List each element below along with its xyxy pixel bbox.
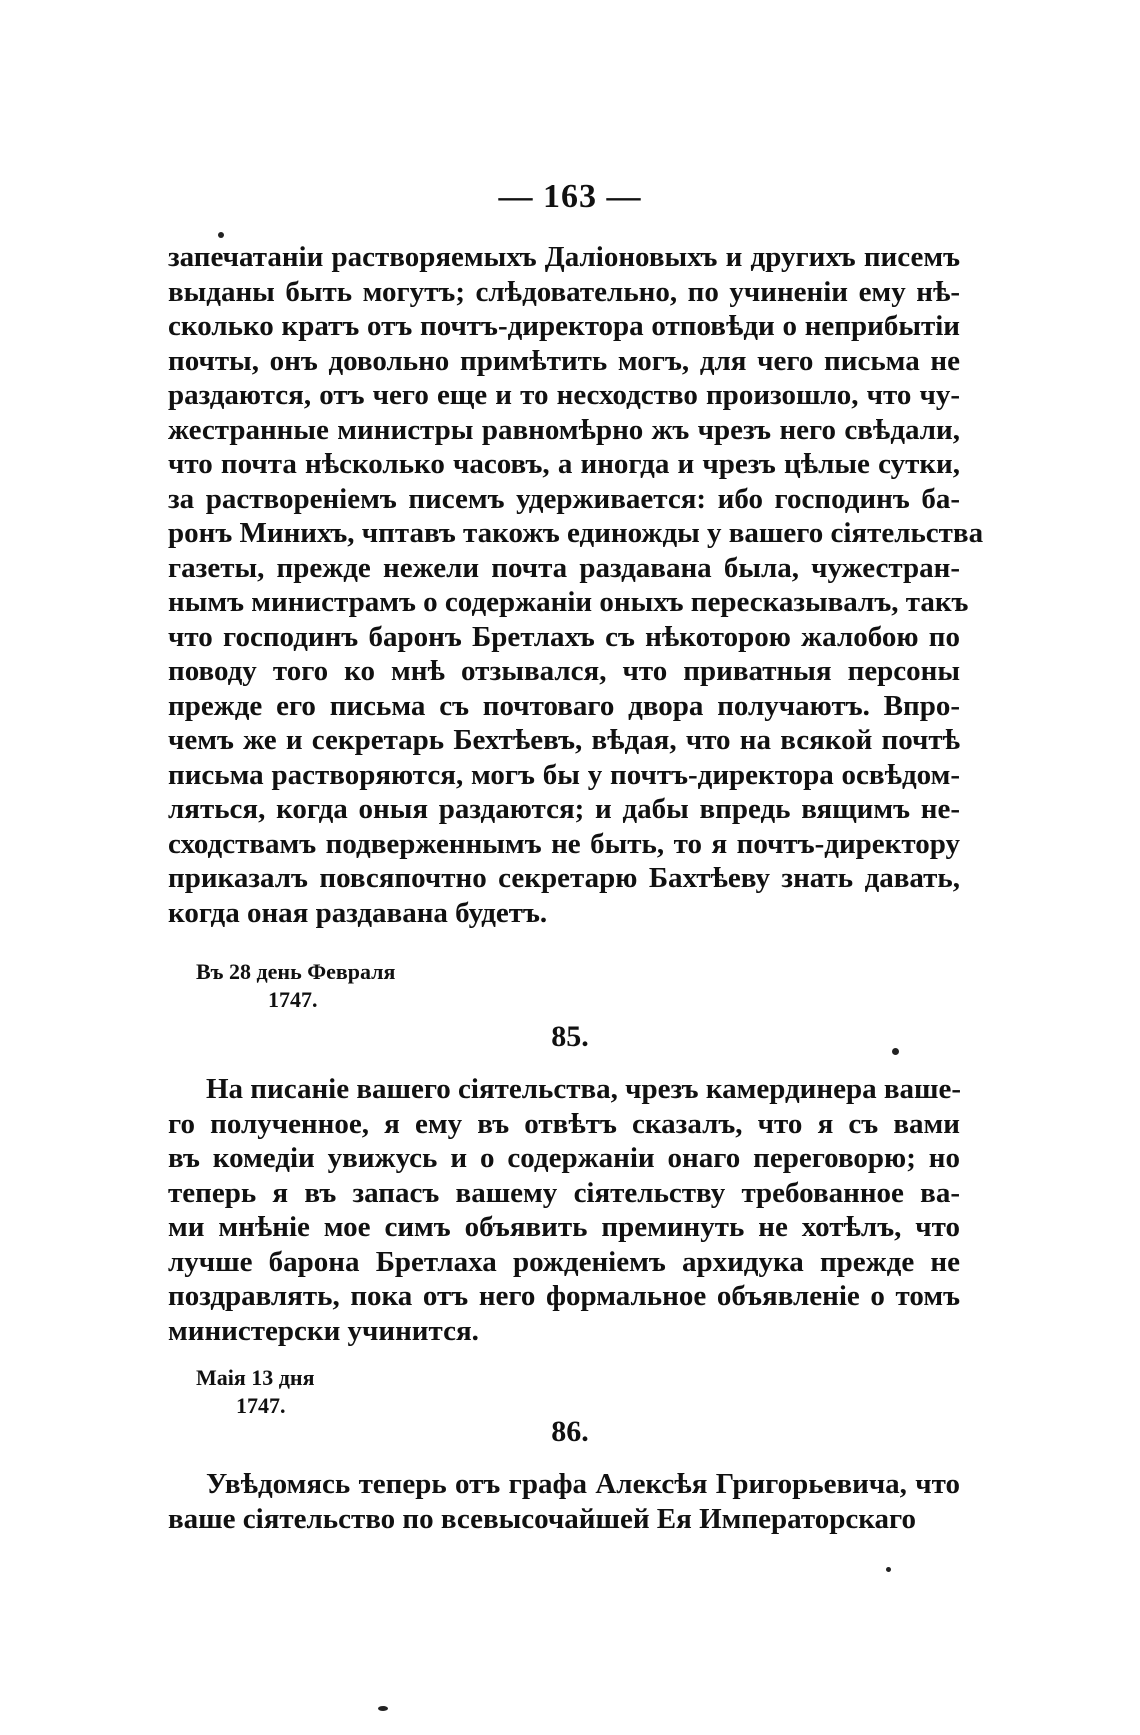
text-line: ми мнѣніе мое симъ объявить преминуть не хотѣлъ, что [168,1211,960,1243]
letter-number-86: 86. [551,1415,589,1448]
text-line: въ комедіи увижусь и о содержаніи онаго переговорю; но [168,1142,960,1174]
text-line: поздравлять, пока отъ него формальное объявленіе о томъ [168,1280,960,1312]
text-line: ваше сіятельство по всевысочайшей Ея Императорскаго [168,1502,916,1535]
text-line: газеты, прежде нежели почта раздавана была, чужестран- [168,551,960,584]
dateline-year: 1747. [236,1393,286,1418]
text-line: выданы быть могутъ; слѣдовательно, по учиненіи ему нѣ- [168,275,960,308]
text-line: чемъ же и секретарь Бехтѣевъ, вѣдая, что на всякой почтѣ [168,724,960,756]
text-line: го полученное, я ему въ отвѣтъ сказалъ, что я съ вами [168,1107,960,1140]
text-line: министерски учинится. [168,1314,479,1347]
print-speck [378,1706,388,1711]
text-line: лучше барона Бретлаха рожденіемъ архидука прежде не [168,1245,960,1278]
text-line: На писаніе вашего сіятельства, чрезъ камердинера ваше- [206,1073,961,1105]
letter-number-85: 85. [551,1020,589,1053]
text-line: ронъ Минихъ, чптавъ такожъ единожды у вашего сіятельства [168,517,984,549]
text-line: прежде его письма съ почтоваго двора получаютъ. Впро- [168,689,960,722]
text-line: жестранные министры равномѣрно жъ чрезъ него свѣдали, [168,413,960,446]
text-line: раздаются, отъ чего еще и то несходство произошло, что чу- [168,379,960,411]
text-line: приказалъ повсяпочтно секретарю Бахтѣеву знать давать, [168,862,960,894]
text-line: поводу того ко мнѣ отзывался, что приватныя персоны [168,655,960,687]
print-speck [892,1048,899,1055]
text-line: нымъ министрамъ о содержаніи оныхъ пересказывалъ, такъ [168,586,969,618]
dateline-day: Маія 13 дня [196,1365,315,1390]
text-line: письма растворяются, могъ бы у почтъ-директора освѣдом- [168,758,960,791]
letter-84-text [168,240,984,930]
page-number: — 163 — [498,178,642,215]
print-speck [218,232,224,238]
dateline-day: Въ 28 день Февраля [196,959,396,984]
text-line: сколько кратъ отъ почтъ-директора отповѣди о неприбытіи [168,310,960,342]
text-line: почты, онъ довольно примѣтить могъ, для чего письма не [168,344,960,377]
text-line: что почта нѣсколько часовъ, а иногда и чрезъ цѣлые сутки, [168,448,960,480]
text-line: когда оная раздавана будетъ. [168,896,548,929]
dateline-year: 1747. [268,987,318,1012]
print-speck [886,1567,891,1572]
text-line: Увѣдомясь теперь отъ графа Алексѣя Григорьевича, что [206,1468,960,1500]
text-line: что господинъ баронъ Бретлахъ съ нѣкоторою жалобою по [168,620,960,653]
text-line: ляться, когда оныя раздаются; и дабы впредь вящимъ не- [168,793,960,825]
dateline-letter-84 [196,958,395,1014]
letter-86-text [168,1467,960,1536]
text-line: теперь я въ запасъ вашему сіятельству требованное ва- [168,1176,960,1209]
text-line: запечатаніи растворяемыхъ Даліоновыхъ и другихъ писемъ [168,241,960,273]
letter-85-text [168,1072,960,1348]
dateline-letter-85 [196,1364,315,1420]
text-line: за раствореніемъ писемъ удерживается: ибо господинъ ба- [168,482,960,515]
text-line: сходствамъ подверженнымъ не быть, то я почтъ-директору [168,827,960,860]
